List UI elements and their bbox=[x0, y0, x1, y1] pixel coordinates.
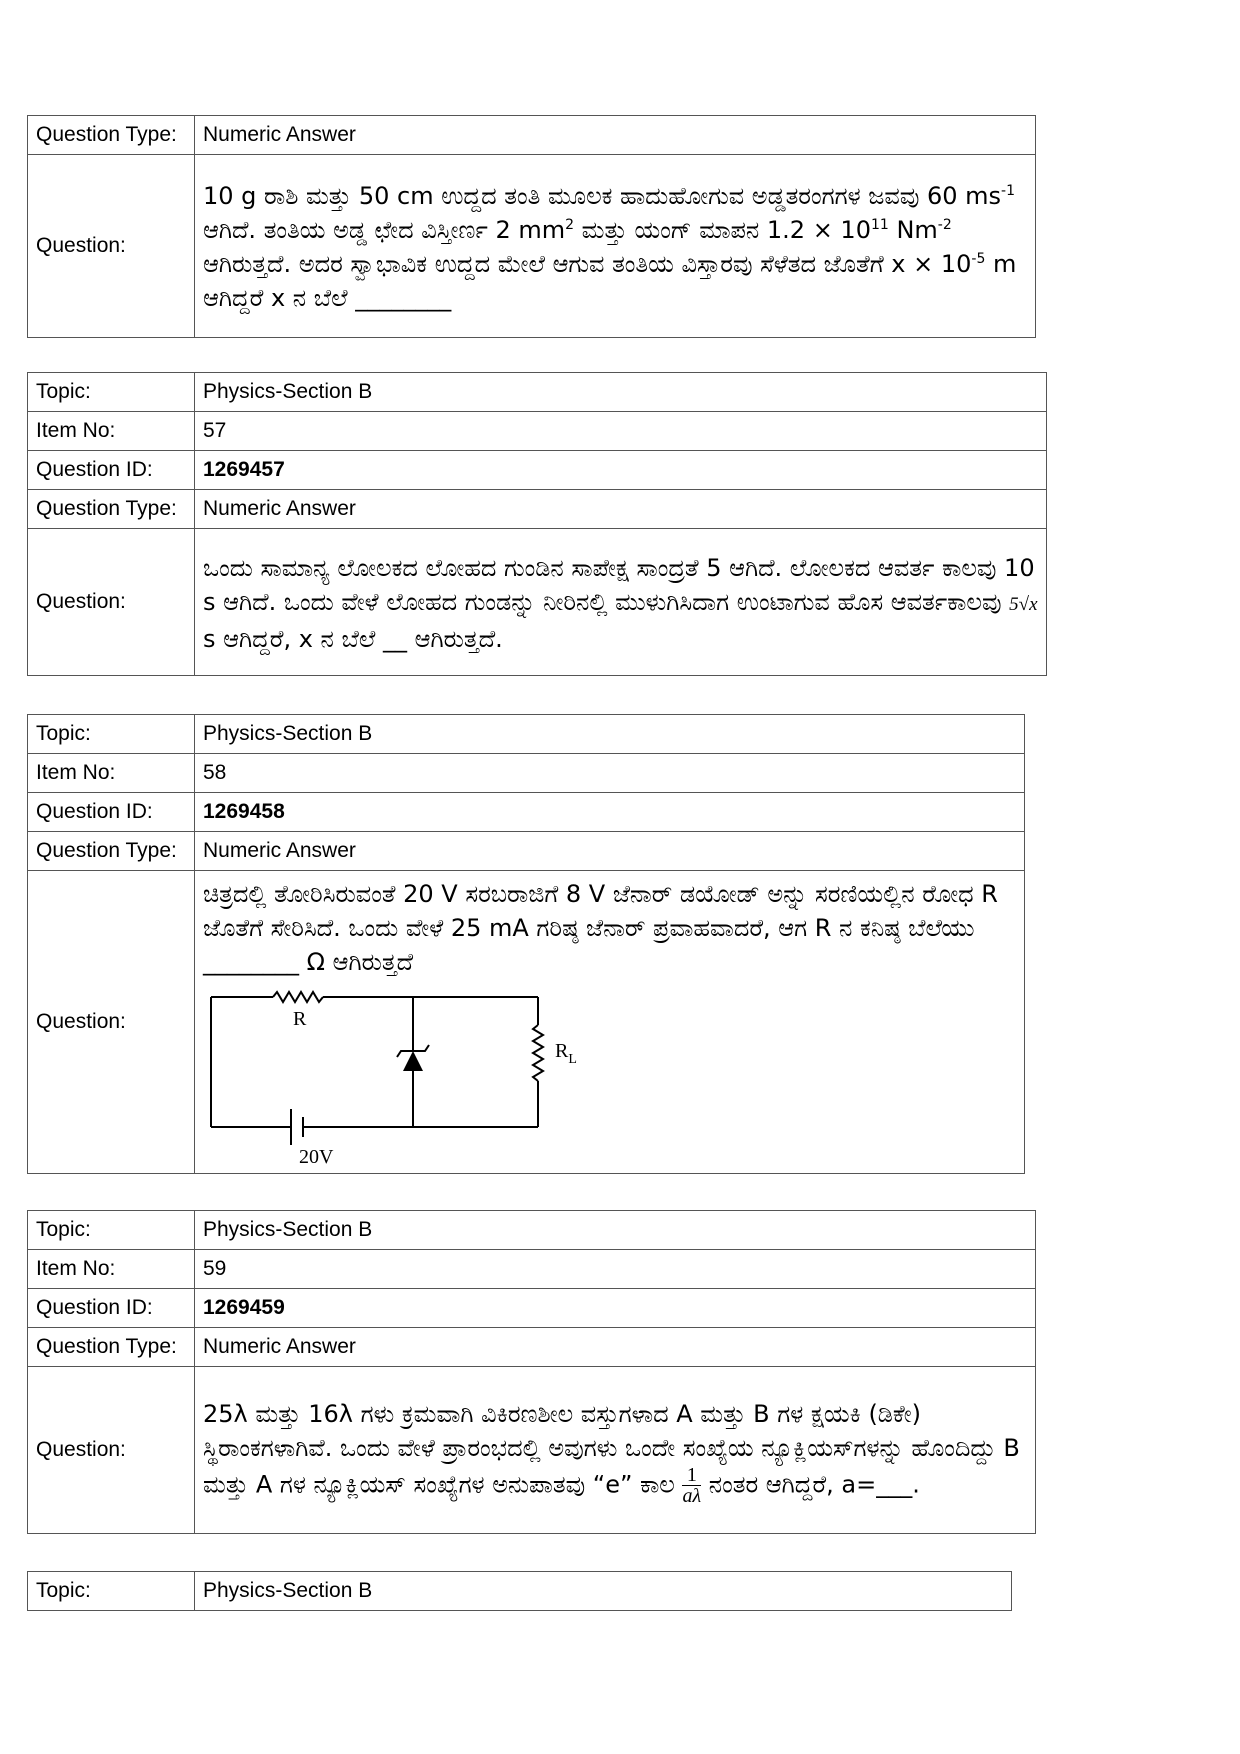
label-question-type: Question Type: bbox=[28, 490, 195, 529]
row-item-no bbox=[28, 754, 1025, 793]
value-question-type: Numeric Answer bbox=[195, 116, 1036, 155]
row-question bbox=[28, 871, 1025, 1174]
label-item-no: Item No: bbox=[28, 1250, 195, 1289]
value-topic: Physics-Section B bbox=[195, 1572, 1012, 1611]
question-block-0 bbox=[27, 115, 1036, 338]
value-topic: Physics-Section B bbox=[195, 373, 1047, 412]
value-question-type: Numeric Answer bbox=[195, 490, 1047, 529]
value-topic: Physics-Section B bbox=[195, 1211, 1036, 1250]
row-topic bbox=[28, 373, 1047, 412]
label-question: Question: bbox=[28, 529, 195, 676]
fraction-numerator: 1 bbox=[682, 1465, 701, 1486]
question-text-part: ಆಗಿರುತ್ತದೆ. ಅದರ ಸ್ವಾಭಾವಿಕ ಉದ್ದದ ಮೇಲೆ ಆಗುವ ತಂತಿಯ ವಿಸ್ತಾರವು ಸೆಳೆತದ ಜೊತೆಗೆ x × 10 bbox=[203, 250, 972, 278]
superscript: -1 bbox=[1001, 183, 1016, 199]
value-item-no: 57 bbox=[195, 412, 1047, 451]
question-text-part: 25λ ಮತ್ತು 16λ ಗಳು ಕ್ರಮವಾಗಿ ವಿಕಿರಣಶೀಲ ವಸ್ತುಗಳಾದ A ಮತ್ತು B ಗಳ ಕ್ಷಯಕಿ (ಡಿಕೇ) ಸ್ಥಿರಾಂಕಗಳಾಗಿವೆ. ಒಂದು ವೇಳೆ ಪ್ರಾರಂಭದಲ್ಲಿ ಅವುಗಳು ಒಂದೇ ಸಂಖ್ಯೆಯ ನ್ಯೂಕ್ಲಿಯಸ್‌ಗಳನ್ನು ಹೊಂದಿದ್ದು B ಮತ್ತು A ಗಳ ನ್ಯೂಕ್ಲಿಯಸ್ ಸಂಖ್ಯೆಗಳ ಅನುಪಾತವು “e” ಕಾಲ bbox=[203, 1399, 1020, 1498]
question-text-part: s ಆಗಿದ್ದರೆ, x ನ ಬೆಲೆ __ ಆಗಿರುತ್ತದೆ. bbox=[203, 624, 503, 653]
question-text bbox=[203, 173, 1027, 319]
load-resistor-letter: R bbox=[555, 1040, 569, 1062]
row-question-type bbox=[28, 1328, 1036, 1367]
question-text-part: 10 g ರಾಶಿ ಮತ್ತು 50 cm ಉದ್ದದ ತಂತಿ ಮೂಲಕ ಹಾದುಹೋಗುವ ಅಡ್ಡತರಂಗಗಳ ಜವವು 60 ms bbox=[203, 182, 1002, 210]
row-question-type bbox=[28, 116, 1036, 155]
superscript: -5 bbox=[971, 251, 986, 267]
question-text-part: ಒಂದು ಸಾಮಾನ್ಯ ಲೋಲಕದ ಲೋಹದ ಗುಂಡಿನ ಸಾಪೇಕ್ಷ ಸಾಂದ್ರತೆ 5 ಆಗಿದೆ. ಲೋಲಕದ ಆವರ್ತ ಕಾಲವು 10 s ಆಗಿದೆ. ಒಂದು ವೇಳೆ ಲೋಹದ ಗುಂಡನ್ನು ನೀರಿನಲ್ಲಿ ಮುಳುಗಿಸಿದಾಗ ಉಂಟಾಗುವ ಹೊಸ ಆವರ್ತಕಾಲವು bbox=[203, 553, 1035, 616]
label-topic: Topic: bbox=[28, 373, 195, 412]
value-topic: Physics-Section B bbox=[195, 715, 1025, 754]
row-item-no bbox=[28, 1250, 1036, 1289]
row-item-no bbox=[28, 412, 1047, 451]
resistor-r bbox=[273, 992, 323, 1002]
question-text-part: ಆಗಿದೆ. ತಂತಿಯ ಅಡ್ಡ ಛೇದ ವಿಸ್ತೀರ್ಣ 2 mm bbox=[203, 216, 566, 244]
question-text bbox=[203, 545, 1038, 660]
row-question-id bbox=[28, 1289, 1036, 1328]
question-text-part: ನಂತರ ಆಗಿದ್ದರೆ, a=___. bbox=[701, 1470, 920, 1498]
question-text-part: ಮತ್ತು ಯಂಗ್ ಮಾಪನ 1.2 × 10 bbox=[574, 216, 871, 244]
zener-circuit-diagram bbox=[203, 987, 603, 1167]
question-block-58 bbox=[27, 714, 1025, 1174]
row-question bbox=[28, 529, 1047, 676]
value-item-no: 59 bbox=[195, 1250, 1036, 1289]
question-block-57 bbox=[27, 372, 1047, 676]
zener-triangle bbox=[403, 1051, 423, 1071]
battery-label: 20V bbox=[299, 1146, 334, 1167]
question-block-59 bbox=[27, 1210, 1036, 1534]
label-item-no: Item No: bbox=[28, 754, 195, 793]
value-question-id: 1269457 bbox=[195, 451, 1047, 490]
value-question bbox=[195, 871, 1025, 1174]
value-item-no: 58 bbox=[195, 754, 1025, 793]
superscript: 11 bbox=[870, 217, 889, 233]
superscript: -2 bbox=[937, 217, 952, 233]
row-question-id bbox=[28, 793, 1025, 832]
label-question-type: Question Type: bbox=[28, 1328, 195, 1367]
label-question-type: Question Type: bbox=[28, 832, 195, 871]
question-text bbox=[203, 1391, 1027, 1510]
fraction-denominator: aλ bbox=[682, 1484, 702, 1507]
value-question-id: 1269458 bbox=[195, 793, 1025, 832]
label-question-id: Question ID: bbox=[28, 793, 195, 832]
row-question bbox=[28, 155, 1036, 338]
row-topic bbox=[28, 1572, 1012, 1611]
load-resistor-subscript: L bbox=[568, 1052, 577, 1067]
value-question bbox=[195, 529, 1047, 676]
row-topic bbox=[28, 1211, 1036, 1250]
label-topic: Topic: bbox=[28, 715, 195, 754]
superscript: 2 bbox=[565, 217, 575, 233]
row-topic bbox=[28, 715, 1025, 754]
label-question: Question: bbox=[28, 155, 195, 338]
row-question-type bbox=[28, 832, 1025, 871]
question-text: ಚಿತ್ರದಲ್ಲಿ ತೋರಿಸಿರುವಂತೆ 20 V ಸರಬರಾಜಿಗೆ 8 V ಜೆನಾರ್ ಡಯೋಡ್ ಅನ್ನು ಸರಣಿಯಲ್ಲಿನ ರೋಧ R ಜೊತೆಗೆ ಸೇರಿಸಿದೆ. ಒಂದು ವೇಳೆ 25 mA ಗರಿಷ್ಠ ಜೆನಾರ್ ಪ್ರವಾಹವಾದರೆ, ಆಗ R ನ ಕನಿಷ್ಠ ಬೆಲೆಯು ________ Ω ಆಗಿರುತ್ತದೆ bbox=[203, 880, 998, 976]
question-block-next bbox=[27, 1571, 1012, 1611]
label-question: Question: bbox=[28, 871, 195, 1174]
value-question-type: Numeric Answer bbox=[195, 1328, 1036, 1367]
value-question-type: Numeric Answer bbox=[195, 832, 1025, 871]
value-question bbox=[195, 1367, 1036, 1534]
label-item-no: Item No: bbox=[28, 412, 195, 451]
resistor-rl bbox=[533, 1025, 543, 1081]
row-question-id bbox=[28, 451, 1047, 490]
question-text-part: m ಆಗಿದ್ದರೆ x ನ ಬೆಲೆ ________ bbox=[203, 250, 1017, 312]
load-resistor-label bbox=[555, 1040, 577, 1067]
question-text-part: Nm bbox=[888, 216, 938, 244]
value-question bbox=[195, 155, 1036, 338]
label-question-type: Question Type: bbox=[28, 116, 195, 155]
label-question-id: Question ID: bbox=[28, 451, 195, 490]
label-question: Question: bbox=[28, 1367, 195, 1534]
row-question-type bbox=[28, 490, 1047, 529]
label-question-id: Question ID: bbox=[28, 1289, 195, 1328]
label-topic: Topic: bbox=[28, 1211, 195, 1250]
value-question-id: 1269459 bbox=[195, 1289, 1036, 1328]
row-question bbox=[28, 1367, 1036, 1534]
math-expression: 5√x bbox=[1009, 593, 1038, 615]
label-topic: Topic: bbox=[28, 1572, 195, 1611]
resistor-label: R bbox=[293, 1008, 307, 1030]
fraction bbox=[682, 1465, 701, 1506]
